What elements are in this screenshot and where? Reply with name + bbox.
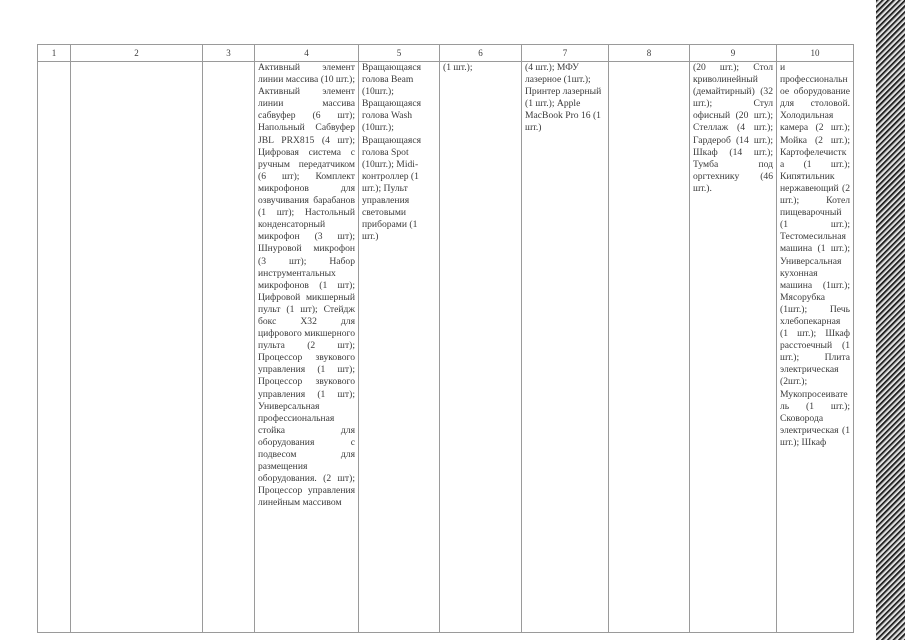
header-cell: 8 <box>609 45 690 62</box>
cell-col6: (1 шт.); <box>440 62 522 633</box>
cell-col4-audio-equipment: Активный элемент линии массива (10 шт.); Активный элемент линии массива сабвуфер (6 шт); Напольный Сабвуфер JBL PRX815 (4 шт); Цифровая система с ручным передатчиком (6 шт); Комплект микрофонов для озвучивания барабанов (1 шт); Настольный конденсаторный микрофон (3 шт); Шнуровой микрофон (3 шт); Набор инструментальных микрофонов (1 шт); Цифровой микшерный пульт (1 шт); Стейдж бокс X32 для цифрового микшерного пульта (2 шт); Процессор звукового управления (1 шт); Процессор звукового управления (1 шт); Универсальная профессиональная стойка для оборудования с подвесом для размещения оборудования. (2 шт); Процессор управления линейным массивом <box>255 62 359 633</box>
header-cell: 4 <box>255 45 359 62</box>
header-cell: 1 <box>38 45 71 62</box>
scan-edge-shadow <box>876 0 905 640</box>
cell-col1 <box>38 62 71 633</box>
table-row <box>38 62 854 633</box>
cell-col9-furniture: (20 шт.); Стол криволинейный (демайтирный) (32 шт.); Стул офисный (20 шт.); Стеллаж (4 шт.); Гардероб (14 шт.); Шкаф (14 шт.); Тумба под оргтехнику (46 шт.). <box>690 62 777 633</box>
cell-col2 <box>71 62 203 633</box>
header-cell: 3 <box>203 45 255 62</box>
header-cell: 2 <box>71 45 203 62</box>
equipment-table <box>37 44 854 633</box>
cell-col5-lighting-equipment: Вращающаяся голова Beam (10шт.); Вращающаяся голова Wash (10шт.); Вращающаяся голова Spot (10шт.); Midi-контроллер (1 шт.); Пульт управления световыми приборами (1 шт.) <box>359 62 440 633</box>
cell-col3 <box>203 62 255 633</box>
header-cell: 6 <box>440 45 522 62</box>
cell-col10-kitchen-equipment: и профессиональное оборудование для столовой. Холодильная камера (2 шт.); Мойка (2 шт.); Картофелечистка (1 шт.); Кипятильник нержавеющий (2 шт.); Котел пищеварочный (1 шт.); Тестомесильная машина (1 шт.); Универсальная кухонная машина (1шт.); Мясорубка (1шт.); Печь хлебопекарная (1 шт.); Шкаф расстоечный (1 шт.); Плита электрическая (2шт.); Мукопросеиватель (1 шт.); Сковорода электрическая (1 шт.); Шкаф <box>777 62 854 633</box>
header-cell: 10 <box>777 45 854 62</box>
header-cell: 7 <box>522 45 609 62</box>
cell-col8 <box>609 62 690 633</box>
cell-col7-office-equipment: (4 шт.); МФУ лазерное (1шт.); Принтер лазерный (1 шт.); Apple MacBook Pro 16 (1 шт.) <box>522 62 609 633</box>
table-header-row <box>38 45 854 62</box>
header-cell: 5 <box>359 45 440 62</box>
header-cell: 9 <box>690 45 777 62</box>
